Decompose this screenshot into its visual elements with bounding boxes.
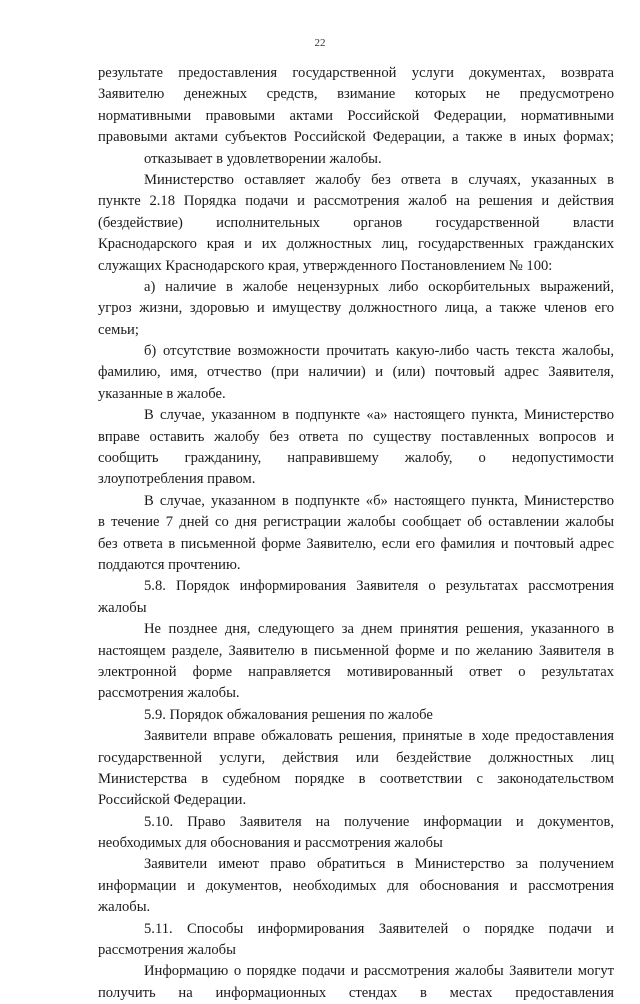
text-line: настоящем разделе, Заявителю в письменной форме и по желанию Заявителя в	[98, 642, 614, 659]
text-line: поддаются прочтению.	[98, 556, 241, 573]
text-line: указанные в жалобе.	[98, 385, 226, 402]
text-line: (бездействие) исполнительных органов государственной власти	[98, 214, 614, 231]
text-line: семьи;	[98, 321, 139, 338]
text-line: Министерство оставляет жалобу без ответа в случаях, указанных в	[144, 171, 614, 188]
text-line: 5.10. Право Заявителя на получение информации и документов,	[144, 813, 614, 830]
text-line: получить на информационных стендах в местах предоставления	[98, 984, 614, 1001]
text-line: Заявители вправе обжаловать решения, принятые в ходе предоставления	[144, 728, 614, 745]
text-line: Краснодарского края и их должностных лиц, государственных гражданских	[98, 236, 614, 253]
text-line: пункте 2.18 Порядка подачи и рассмотрения жалоб на решения и действия	[98, 193, 614, 210]
text-line: жалобы.	[98, 899, 151, 916]
text-line: рассмотрения жалобы.	[98, 685, 240, 702]
text-line: отказывает в удовлетворении жалобы.	[144, 150, 382, 167]
text-line: государственной услуги, действия или бездействие должностных лиц	[98, 749, 614, 766]
text-line: угроз жизни, здоровью и имуществу должностного лица, а также членов его	[98, 300, 614, 317]
text-line: информации и документов, необходимых для обоснования и рассмотрения	[98, 877, 614, 894]
text-line: нормативными правовыми актами Российской Федерации, нормативными	[98, 107, 614, 124]
text-line: без ответа в письменной форме Заявителю, если его фамилия и почтовый адрес	[98, 535, 614, 552]
text-line: Российской Федерации.	[98, 792, 247, 809]
text-line: в течение 7 дней со дня регистрации жалобы сообщает об оставлении жалобы	[98, 514, 614, 531]
page-number: 22	[314, 37, 326, 49]
text-line: рассмотрения жалобы	[98, 942, 236, 959]
text-line: жалобы	[98, 599, 147, 616]
text-line: Информацию о порядке подачи и рассмотрения жалобы Заявители могут	[144, 963, 614, 980]
text-line: 5.8. Порядок информирования Заявителя о результатах рассмотрения	[144, 578, 614, 595]
text-line: фамилию, имя, отчество (при наличии) и (или) почтовый адрес Заявителя,	[98, 364, 614, 381]
text-line: 5.11. Способы информирования Заявителей о порядке подачи и	[144, 920, 614, 937]
text-line: В случае, указанном в подпункте «а» настоящего пункта, Министерство	[144, 407, 614, 424]
text-line: необходимых для обоснования и рассмотрения жалобы	[98, 835, 443, 852]
text-line: В случае, указанном в подпункте «б» настоящего пункта, Министерство	[144, 492, 614, 509]
text-line: 5.9. Порядок обжалования решения по жалобе	[144, 706, 433, 723]
text-line: служащих Краснодарского края, утвержденного Постановлением № 100:	[98, 257, 553, 274]
text-line: Министерства в судебном порядке в соответствии с законодательством	[98, 770, 614, 787]
text-line: Не позднее дня, следующего за днем принятия решения, указанного в	[144, 621, 614, 638]
text-line: Заявители имеют право обратиться в Министерство за получением	[144, 856, 614, 873]
text-line: злоупотребления правом.	[98, 471, 256, 488]
text-line: Заявителю денежных средств, взимание которых не предусмотрено	[98, 86, 614, 103]
text-line: сообщить гражданину, направившему жалобу, о недопустимости	[98, 450, 614, 467]
text-line: а) наличие в жалобе нецензурных либо оскорбительных выражений,	[144, 278, 614, 295]
text-line: электронной форме направляется мотивированный ответ о результатах	[98, 663, 614, 680]
text-line: вправе оставить жалобу без ответа по существу поставленных вопросов и	[98, 428, 614, 445]
text-line: результате предоставления государственной услуги документах, возврата	[98, 65, 614, 81]
text-line: правовыми актами субъектов Российской Федерации, а также в иных формах;	[98, 129, 614, 146]
document-body	[98, 63, 614, 1004]
text-line: б) отсутствие возможности прочитать какую-либо часть текста жалобы,	[144, 343, 614, 360]
